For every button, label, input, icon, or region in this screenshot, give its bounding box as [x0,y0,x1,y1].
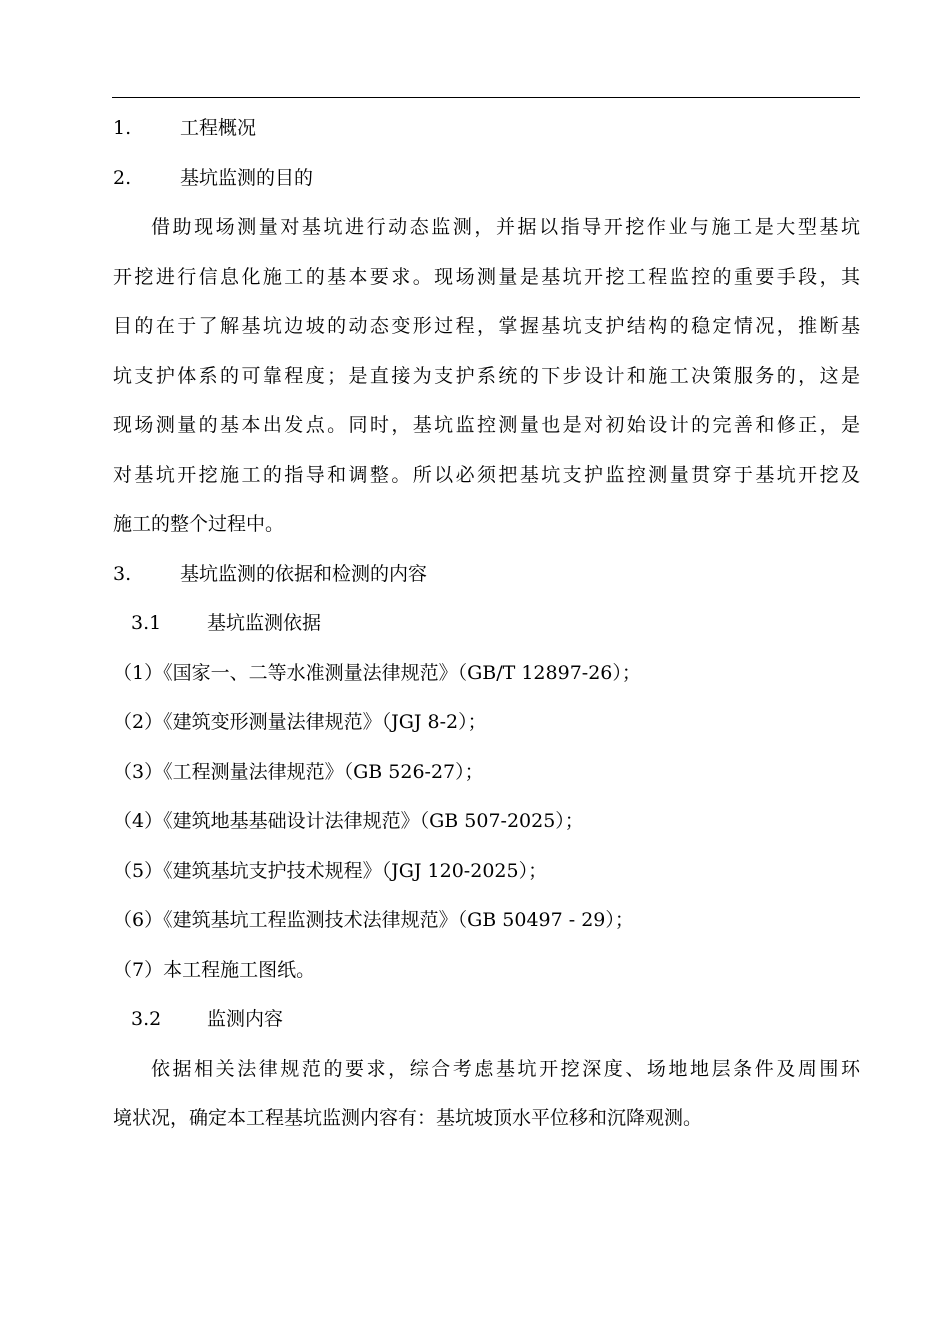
paragraph-line: 境状况，确定本工程基坑监测内容有：基坑坡顶水平位移和沉降观测。 [113,1107,703,1129]
content-paragraph [113,1045,860,1144]
list-item: （2）《建筑变形测量法律规范》（JGJ 8-2）； [113,711,487,733]
section-3-2-heading [113,995,860,1045]
header-rule [112,97,860,98]
section-number: 3. [113,562,132,585]
reference-list [113,649,860,996]
section-1-heading [113,104,860,154]
section-title: 工程概况 [180,117,257,139]
paragraph-line: 现场测量的基本出发点。同时，基坑监控测量也是对初始设计的完善和修正，是 [113,414,860,436]
paragraph-line: 对基坑开挖施工的指导和调整。所以必须把基坑支护监控测量贯穿于基坑开挖及 [113,463,860,486]
list-item: （3）《工程测量法律规范》（GB 526-27）； [113,760,484,783]
list-item: （6）《建筑基坑工程监测技术法律规范》（GB 50497 - 29）； [113,909,634,931]
paragraph-line: 依据相关法律规范的要求，综合考虑基坑开挖深度、场地地层条件及周围环 [151,1057,860,1080]
paragraph-line: 坑支护体系的可靠程度；是直接为支护系统的下步设计和施工决策服务的，这是 [113,364,860,387]
section-number: 1. [113,117,132,139]
section-title: 基坑监测的依据和检测的内容 [180,562,428,585]
list-item: （1）《国家一、二等水准测量法律规范》（GB/T 12897-26）； [113,661,641,684]
section-title: 基坑监测的目的 [180,166,314,189]
purpose-paragraph [113,203,860,550]
list-item: （5）《建筑基坑支护技术规程》（JGJ 120-2025）； [113,859,548,882]
paragraph-line: 开挖进行信息化施工的基本要求。现场测量是基坑开挖工程监控的重要手段，其 [113,265,860,288]
subsection-number: 3.1 [131,612,162,634]
subsection-number: 3.2 [131,1008,162,1030]
section-2-heading [113,154,860,204]
paragraph-line: 施工的整个过程中。 [113,513,285,535]
section-number: 2. [113,166,132,189]
section-3-heading [113,550,860,600]
list-item: （4）《建筑地基基础设计法律规范》（GB 507-2025）； [113,810,584,832]
paragraph-line: 目的在于了解基坑边坡的动态变形过程，掌握基坑支护结构的稳定情况，推断基 [113,315,860,337]
list-item: （7）本工程施工图纸。 [113,958,316,981]
document-body [113,104,860,1144]
subsection-title: 基坑监测依据 [207,612,322,634]
paragraph-line: 借助现场测量对基坑进行动态监测，并据以指导开挖作业与施工是大型基坑 [151,216,860,238]
section-3-1-heading [113,599,860,649]
subsection-title: 监测内容 [207,1008,284,1030]
